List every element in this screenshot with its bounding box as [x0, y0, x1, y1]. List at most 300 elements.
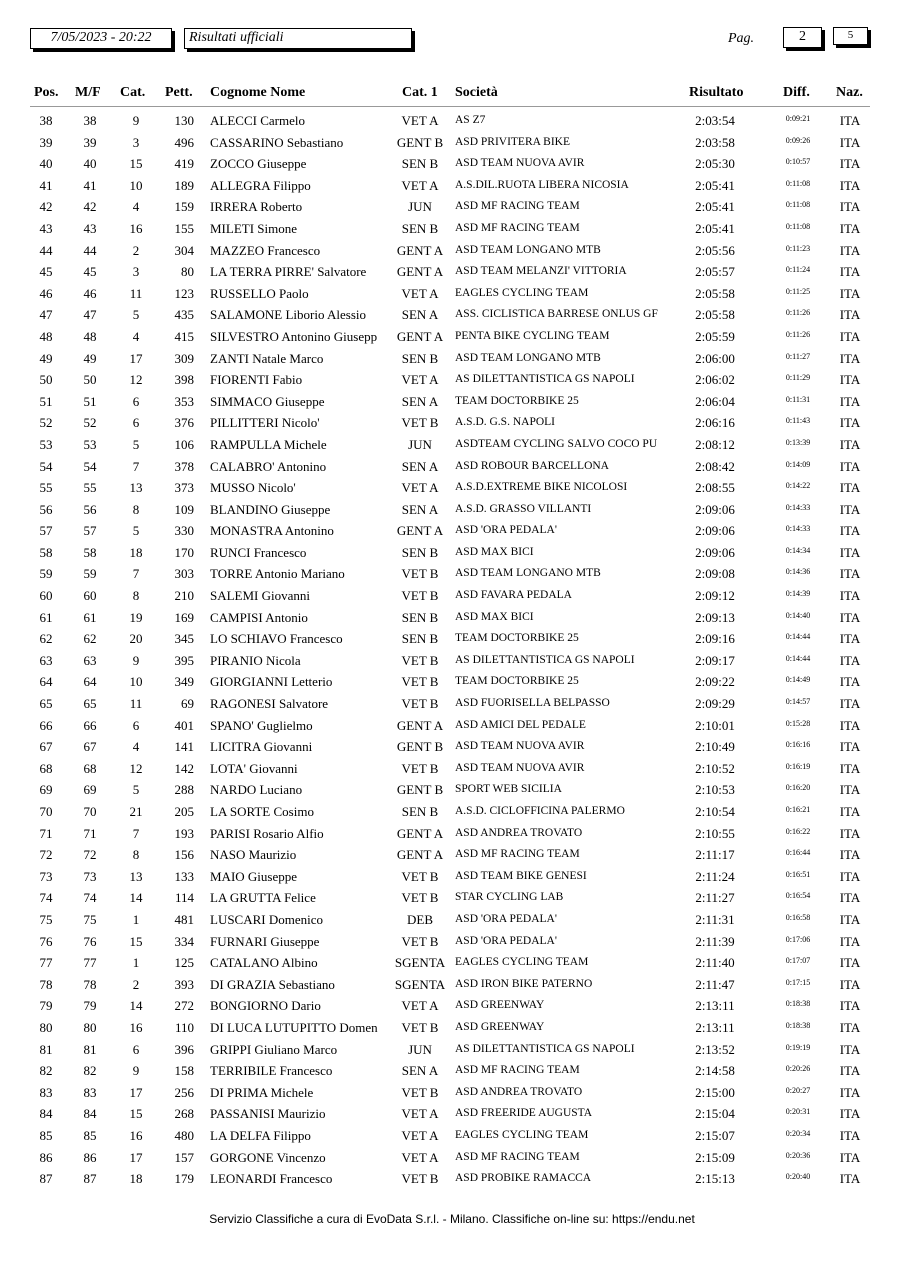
cell-cat: 12: [129, 760, 143, 776]
cell-cat: 9: [132, 1063, 140, 1079]
header-divider: [30, 106, 870, 107]
cell-name: MILETI Simone: [210, 221, 298, 236]
table-row: [0, 499, 904, 521]
cell-cat: 5: [132, 523, 140, 539]
cell-naz: ITA: [839, 825, 861, 841]
cell-pos: 64: [39, 674, 53, 690]
cell-ris: 2:15:09: [695, 1149, 735, 1165]
cell-ris: 2:09:22: [695, 674, 735, 690]
table-row: [0, 261, 904, 283]
cell-ris: 2:11:17: [695, 847, 735, 863]
table-row: [0, 520, 904, 542]
cell-ris: 2:09:16: [695, 631, 735, 647]
cell-cat1: VET A: [401, 285, 439, 301]
cell-pett: 496: [174, 134, 194, 150]
cell-cat: 11: [129, 696, 143, 712]
cell-cat1: SGENTA: [394, 955, 446, 971]
cell-soc: A.S.D. G.S. NAPOLI: [455, 416, 555, 429]
cell-naz: ITA: [839, 739, 861, 755]
col-header-societa: Società: [455, 85, 498, 100]
cell-cat1: VET B: [401, 588, 439, 604]
cell-soc: ASS. CICLISTICA BARRESE ONLUS GF: [455, 308, 658, 321]
cell-cat1: VET B: [401, 933, 439, 949]
cell-cat: 16: [129, 1127, 143, 1143]
cell-pos: 80: [39, 1019, 53, 1035]
cell-pett: 169: [174, 609, 194, 625]
cell-mf: 87: [83, 1171, 97, 1187]
cell-name: DI GRAZIA Sebastiano: [210, 977, 335, 992]
cell-name: MUSSO Nicolo': [210, 481, 296, 496]
cell-naz: ITA: [839, 1041, 861, 1057]
cell-mf: 83: [83, 1084, 97, 1100]
cell-naz: ITA: [839, 696, 861, 712]
report-title: Risultati ufficiali: [184, 28, 412, 49]
cell-soc: AS DILETTANTISTICA GS NAPOLI: [455, 1042, 635, 1055]
cell-diff: 0:15:28: [785, 718, 811, 728]
cell-mf: 69: [83, 782, 97, 798]
cell-pett: 334: [174, 933, 194, 949]
cell-ris: 2:05:56: [695, 242, 735, 258]
cell-mf: 47: [83, 307, 97, 323]
cell-naz: ITA: [839, 911, 861, 927]
cell-pos: 49: [39, 350, 53, 366]
cell-ris: 2:08:12: [695, 436, 735, 452]
cell-cat1: SGENTA: [394, 976, 446, 992]
page-total: 5: [833, 27, 868, 45]
cell-pett: 435: [174, 307, 194, 323]
cell-diff: 0:11:31: [785, 394, 811, 404]
cell-ris: 2:15:07: [695, 1127, 735, 1143]
cell-pett: 158: [174, 1063, 194, 1079]
cell-name: LOTA' Giovanni: [210, 761, 298, 776]
cell-mf: 68: [83, 760, 97, 776]
cell-name: TERRIBILE Francesco: [210, 1064, 333, 1079]
cell-name: CALABRO' Antonino: [210, 459, 327, 474]
cell-pos: 40: [39, 156, 53, 172]
cell-cat: 9: [132, 113, 140, 128]
cell-diff: 0:10:57: [785, 157, 811, 167]
cell-mf: 84: [83, 1106, 97, 1122]
table-row: [0, 585, 904, 607]
cell-cat1: VET B: [401, 1171, 439, 1187]
cell-mf: 79: [83, 998, 97, 1014]
cell-pos: 83: [39, 1084, 53, 1100]
table-row: [0, 931, 904, 953]
cell-name: BLANDINO Giuseppe: [210, 502, 331, 517]
cell-pett: 419: [174, 156, 194, 172]
cell-cat1: GENT A: [396, 264, 444, 280]
cell-name: DI PRIMA Michele: [210, 1085, 314, 1100]
cell-cat: 7: [132, 458, 140, 474]
cell-diff: 0:14:33: [785, 502, 811, 512]
cell-cat1: VET B: [401, 1084, 439, 1100]
cell-pos: 81: [39, 1041, 53, 1057]
cell-pett: 393: [174, 976, 194, 992]
cell-pett: 123: [174, 285, 194, 301]
cell-cat1: JUN: [408, 436, 432, 452]
cell-pos: 86: [39, 1149, 53, 1165]
cell-cat: 15: [129, 156, 143, 172]
cell-name: SIMMACO Giuseppe: [210, 394, 325, 409]
cell-pett: 114: [174, 890, 194, 906]
cell-naz: ITA: [839, 156, 861, 172]
cell-ris: 2:06:02: [695, 372, 735, 388]
cell-pos: 56: [39, 501, 53, 517]
cell-cat: 6: [132, 393, 140, 409]
table-row: [0, 434, 904, 456]
table-row: [0, 456, 904, 478]
cell-name: ALECCI Carmelo: [210, 114, 305, 128]
cell-pos: 85: [39, 1127, 53, 1143]
cell-soc: A.S.DIL.RUOTA LIBERA NICOSIA: [455, 178, 629, 191]
cell-naz: ITA: [839, 804, 861, 819]
cell-mf: 58: [83, 544, 97, 560]
cell-mf: 46: [83, 285, 97, 301]
cell-soc: A.S.D. CICLOFFICINA PALERMO: [455, 805, 625, 817]
cell-cat: 4: [132, 739, 140, 755]
cell-diff: 0:18:38: [785, 999, 811, 1009]
cell-naz: ITA: [839, 177, 861, 193]
cell-name: DI LUCA LUTUPITTO Domen: [210, 1020, 378, 1035]
cell-cat1: VET B: [401, 760, 439, 776]
cell-pos: 48: [39, 328, 53, 344]
cell-diff: 0:20:31: [785, 1107, 811, 1117]
cell-mf: 59: [83, 566, 97, 582]
cell-diff: 0:11:08: [785, 221, 811, 231]
cell-mf: 82: [83, 1063, 97, 1079]
cell-soc: ASD FREERIDE AUGUSTA: [455, 1107, 593, 1120]
cell-naz: ITA: [839, 955, 861, 971]
cell-naz: ITA: [839, 285, 861, 301]
cell-naz: ITA: [839, 631, 861, 647]
cell-pett: 106: [174, 436, 194, 452]
table-row: [0, 736, 904, 758]
cell-mf: 45: [83, 264, 97, 280]
cell-mf: 80: [83, 1019, 97, 1035]
cell-naz: ITA: [839, 1106, 861, 1122]
page-number: 2: [783, 27, 822, 48]
cell-cat1: GENT A: [396, 825, 444, 841]
cell-name: LA GRUTTA Felice: [210, 891, 316, 906]
cell-diff: 0:16:54: [785, 891, 811, 901]
cell-cat: 2: [132, 242, 140, 258]
cell-cat: 1: [132, 911, 140, 927]
cell-pos: 72: [39, 847, 53, 863]
cell-diff: 0:13:39: [785, 437, 811, 447]
cell-cat1: VET B: [401, 1019, 439, 1035]
cell-pett: 159: [174, 199, 194, 215]
cell-soc: ASD FUORISELLA BELPASSO: [455, 697, 610, 710]
cell-soc: ASD TEAM MELANZI' VITTORIA: [455, 265, 627, 278]
cell-ris: 2:08:55: [695, 480, 735, 496]
cell-diff: 0:11:29: [785, 373, 811, 383]
cell-diff: 0:20:26: [785, 1064, 811, 1074]
cell-cat1: VET B: [401, 566, 439, 582]
cell-cat: 17: [129, 1084, 143, 1100]
cell-cat1: VET B: [401, 674, 439, 690]
cell-pett: 373: [174, 480, 194, 496]
cell-ris: 2:15:04: [695, 1106, 735, 1122]
cell-cat: 2: [132, 976, 140, 992]
cell-soc: SPORT WEB SICILIA: [455, 783, 562, 796]
cell-ris: 2:15:13: [695, 1171, 735, 1187]
table-row: [0, 758, 904, 780]
cell-name: LICITRA Giovanni: [210, 740, 313, 755]
cell-name: RAGONESI Salvatore: [210, 697, 329, 712]
cell-pett: 210: [174, 588, 194, 604]
cell-name: TORRE Antonio Mariano: [210, 567, 345, 582]
cell-naz: ITA: [839, 393, 861, 409]
cell-cat: 6: [132, 717, 140, 733]
cell-soc: A.S.D.EXTREME BIKE NICOLOSI: [455, 481, 628, 494]
cell-soc: ASD TEAM NUOVA AVIR: [455, 740, 585, 753]
cell-diff: 0:17:06: [785, 934, 811, 944]
cell-pos: 62: [39, 631, 53, 647]
cell-soc: ASDTEAM CYCLING SALVO COCO PU: [455, 437, 658, 450]
cell-pos: 60: [39, 588, 53, 604]
cell-diff: 0:19:19: [785, 1042, 811, 1052]
cell-naz: ITA: [839, 609, 861, 625]
cell-name: FURNARI Giuseppe: [210, 934, 320, 949]
cell-naz: ITA: [839, 415, 861, 431]
cell-soc: ASD 'ORA PEDALA': [455, 912, 557, 925]
cell-mf: 60: [83, 588, 97, 604]
cell-mf: 53: [83, 436, 97, 452]
cell-diff: 0:09:21: [785, 114, 811, 123]
cell-cat: 12: [129, 372, 143, 388]
cell-pett: 193: [174, 825, 194, 841]
cell-soc: EAGLES CYCLING TEAM: [455, 286, 589, 299]
cell-name: LUSCARI Domenico: [210, 912, 324, 927]
cell-cat1: GENT A: [396, 523, 444, 539]
cell-ris: 2:08:42: [695, 458, 735, 474]
cell-name: RAMPULLA Michele: [210, 437, 327, 452]
cell-pett: 268: [174, 1106, 194, 1122]
cell-cat1: VET B: [401, 890, 439, 906]
cell-ris: 2:10:55: [695, 825, 735, 841]
cell-cat1: GENT B: [396, 739, 444, 755]
cell-mf: 66: [83, 717, 97, 733]
cell-soc: ASD MF RACING TEAM: [455, 221, 580, 234]
cell-cat: 21: [129, 804, 143, 819]
table-row: [0, 952, 904, 974]
cell-name: LA SORTE Cosimo: [210, 805, 314, 819]
cell-ris: 2:09:06: [695, 544, 735, 560]
cell-name: SPANO' Guglielmo: [210, 718, 313, 733]
cell-pos: 39: [39, 134, 53, 150]
cell-ris: 2:05:41: [695, 220, 735, 236]
cell-cat: 3: [132, 264, 140, 280]
cell-pos: 52: [39, 415, 53, 431]
cell-pett: 401: [174, 717, 194, 733]
cell-pos: 41: [39, 177, 53, 193]
table-row: [0, 348, 904, 370]
cell-pos: 47: [39, 307, 53, 323]
cell-pos: 67: [39, 739, 53, 755]
cell-name: MAZZEO Francesco: [210, 243, 321, 258]
cell-cat: 9: [132, 652, 140, 668]
cell-pos: 42: [39, 199, 53, 215]
cell-naz: ITA: [839, 199, 861, 215]
footer-note: Servizio Classifiche a cura di EvoData S.r.l. - Milano. Classifiche on-line su: https://endu.net: [209, 1212, 695, 1226]
table-row: [0, 304, 904, 326]
cell-cat: 17: [129, 350, 143, 366]
cell-naz: ITA: [839, 372, 861, 388]
cell-naz: ITA: [839, 501, 861, 517]
table-row: [0, 1039, 904, 1061]
cell-pos: 71: [39, 825, 53, 841]
table-row: [0, 909, 904, 931]
cell-pett: 376: [174, 415, 194, 431]
cell-ris: 2:11:40: [695, 955, 735, 971]
cell-naz: ITA: [839, 220, 861, 236]
cell-cat1: SEN A: [401, 501, 439, 517]
cell-mf: 39: [83, 134, 97, 150]
cell-soc: ASD FAVARA PEDALA: [455, 589, 572, 602]
cell-cat: 19: [129, 609, 143, 625]
table-row: [0, 326, 904, 348]
table-row: [0, 1060, 904, 1082]
col-header-mf: M/F: [75, 85, 101, 100]
cell-soc: ASD TEAM BIKE GENESI: [455, 869, 587, 882]
cell-name: RUSSELLO Paolo: [210, 286, 309, 301]
cell-diff: 0:11:24: [785, 265, 811, 275]
cell-ris: 2:05:58: [695, 285, 735, 301]
cell-mf: 61: [83, 609, 97, 625]
table-row: [0, 563, 904, 585]
cell-pett: 256: [174, 1084, 194, 1100]
cell-pett: 110: [174, 1019, 194, 1035]
cell-naz: ITA: [839, 350, 861, 366]
cell-diff: 0:14:34: [785, 545, 811, 555]
cell-mf: 56: [83, 501, 97, 517]
cell-pett: 69: [181, 696, 194, 712]
table-row: [0, 1017, 904, 1039]
cell-ris: 2:09:17: [695, 652, 735, 668]
cell-cat: 8: [132, 588, 140, 604]
cell-naz: ITA: [839, 134, 861, 150]
cell-pos: 68: [39, 760, 53, 776]
cell-cat1: SEN B: [401, 631, 439, 647]
cell-cat: 16: [129, 220, 143, 236]
cell-soc: STAR CYCLING LAB: [455, 891, 564, 904]
cell-mf: 42: [83, 199, 97, 215]
cell-pos: 51: [39, 393, 53, 409]
cell-ris: 2:10:49: [695, 739, 735, 755]
cell-diff: 0:18:38: [785, 1020, 811, 1030]
table-row: [0, 866, 904, 888]
cell-ris: 2:14:58: [695, 1063, 735, 1079]
cell-ris: 2:05:41: [695, 199, 735, 215]
cell-cat: 16: [129, 1019, 143, 1035]
cell-cat1: VET A: [401, 1149, 439, 1165]
cell-pos: 74: [39, 890, 53, 906]
cell-soc: A.S.D. GRASSO VILLANTI: [455, 502, 592, 515]
cell-pett: 309: [174, 350, 194, 366]
col-header-diff: Diff.: [783, 85, 810, 100]
cell-mf: 40: [83, 156, 97, 172]
table-row: [0, 153, 904, 175]
cell-pos: 70: [39, 804, 53, 819]
cell-ris: 2:10:54: [695, 804, 735, 819]
cell-ris: 2:06:00: [695, 350, 735, 366]
cell-ris: 2:11:47: [695, 976, 735, 992]
cell-pett: 288: [174, 782, 194, 798]
cell-cat1: VET B: [401, 696, 439, 712]
cell-diff: 0:14:44: [785, 632, 811, 642]
cell-soc: EAGLES CYCLING TEAM: [455, 956, 589, 969]
cell-ris: 2:13:11: [695, 998, 735, 1014]
cell-cat1: SEN A: [401, 458, 439, 474]
cell-mf: 70: [83, 804, 97, 819]
cell-naz: ITA: [839, 544, 861, 560]
cell-cat: 15: [129, 1106, 143, 1122]
cell-naz: ITA: [839, 717, 861, 733]
cell-pos: 87: [39, 1171, 53, 1187]
table-row: [0, 1168, 904, 1190]
cell-diff: 0:20:27: [785, 1085, 811, 1095]
cell-naz: ITA: [839, 1149, 861, 1165]
cell-cat1: VET A: [401, 1127, 439, 1143]
cell-mf: 77: [83, 955, 97, 971]
cell-pett: 155: [174, 220, 194, 236]
cell-naz: ITA: [839, 933, 861, 949]
table-row: [0, 1082, 904, 1104]
cell-naz: ITA: [839, 868, 861, 884]
cell-mf: 74: [83, 890, 97, 906]
cell-soc: ASD MF RACING TEAM: [455, 1064, 580, 1077]
cell-soc: TEAM DOCTORBIKE 25: [455, 394, 579, 407]
cell-cat: 7: [132, 566, 140, 582]
cell-soc: TEAM DOCTORBIKE 25: [455, 675, 579, 688]
cell-ris: 2:09:12: [695, 588, 735, 604]
cell-mf: 64: [83, 674, 97, 690]
cell-ris: 2:05:59: [695, 328, 735, 344]
cell-cat1: VET B: [401, 652, 439, 668]
table-row: [0, 283, 904, 305]
cell-ris: 2:13:52: [695, 1041, 735, 1057]
cell-mf: 50: [83, 372, 97, 388]
cell-diff: 0:20:34: [785, 1128, 811, 1138]
cell-cat: 6: [132, 415, 140, 431]
cell-pos: 43: [39, 220, 53, 236]
cell-name: SALAMONE Liborio Alessio: [210, 308, 366, 323]
cell-cat1: GENT A: [396, 847, 444, 863]
cell-soc: ASD MF RACING TEAM: [455, 848, 580, 861]
cell-name: PARISI Rosario Alfio: [210, 826, 324, 841]
cell-cat: 8: [132, 501, 140, 517]
cell-cat1: VET A: [401, 998, 439, 1014]
cell-cat1: VET B: [401, 415, 439, 431]
cell-naz: ITA: [839, 1084, 861, 1100]
cell-pos: 55: [39, 480, 53, 496]
cell-name: CATALANO Albino: [210, 956, 318, 971]
cell-name: MAIO Giuseppe: [210, 869, 298, 884]
cell-name: PILLITTERI Nicolo': [210, 416, 320, 431]
cell-name: PIRANIO Nicola: [210, 653, 301, 668]
cell-pett: 415: [174, 328, 194, 344]
cell-pett: 141: [174, 739, 194, 755]
cell-diff: 0:11:23: [785, 243, 811, 253]
table-row: [0, 196, 904, 218]
cell-mf: 44: [83, 242, 97, 258]
cell-cat1: VET A: [401, 480, 439, 496]
cell-name: CASSARINO Sebastiano: [210, 135, 344, 150]
cell-soc: ASD ANDREA TROVATO: [455, 826, 583, 839]
cell-ris: 2:10:53: [695, 782, 735, 798]
table-row: [0, 369, 904, 391]
table-row: [0, 974, 904, 996]
